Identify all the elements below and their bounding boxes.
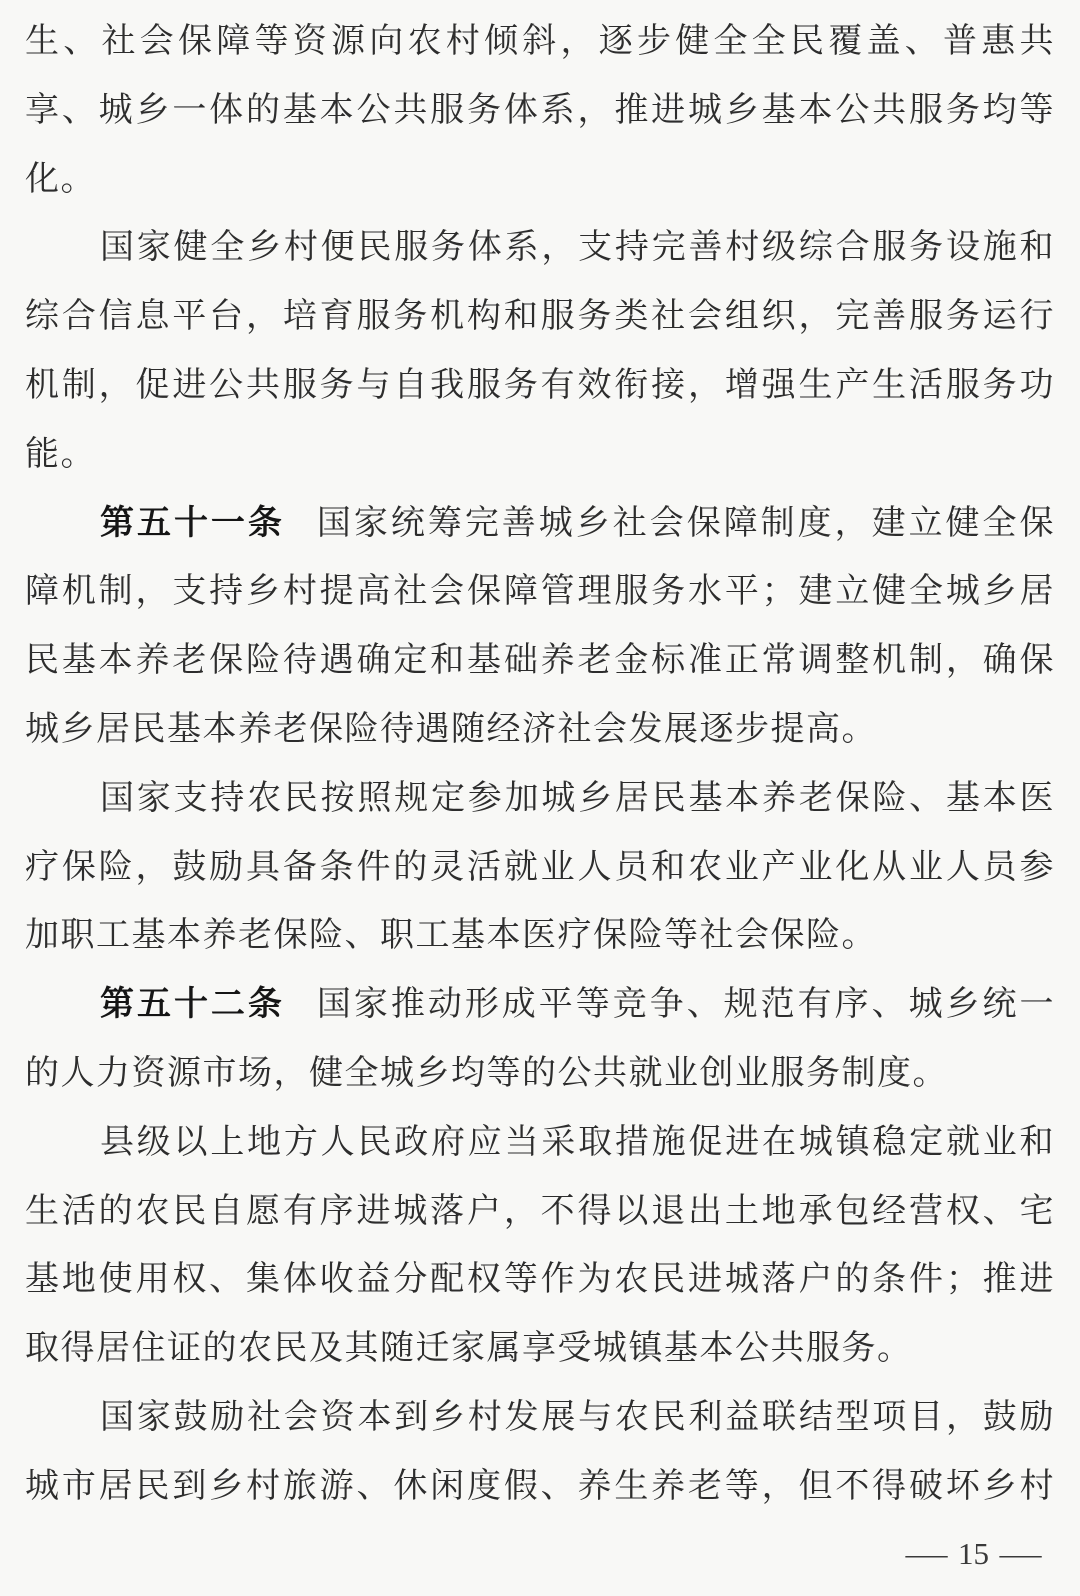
line-text: 国家统筹完善城乡社会保障制度，建立健全保 [316,504,1056,542]
text-line [25,490,1055,559]
text-line [25,1384,1055,1453]
line-text: 机制，促进公共服务与自我服务有效衔接，增强生产生活服务功 [25,366,1055,404]
text-line [25,696,1055,765]
text-line [25,214,1055,283]
line-text: 城市居民到乡村旅游、休闲度假、养生养老等，但不得破坏乡村 [25,1467,1055,1505]
line-text: 综合信息平台，培育服务机构和服务类社会组织，完善服务运行 [25,298,1055,336]
document-body [25,8,1055,1522]
text-line [25,765,1055,834]
text-line [25,627,1055,696]
text-line [25,283,1055,352]
line-text: 加职工基本养老保险、职工基本医疗保险等社会保险。 [25,917,877,955]
line-text: 国家支持农民按照规定参加城乡居民基本养老保险、基本医 [100,779,1055,817]
text-line [25,146,1055,215]
line-text: 疗保险，鼓励具备条件的灵活就业人员和农业产业化从业人员参 [25,848,1055,886]
line-text: 享、城乡一体的基本公共服务体系，推进城乡基本公共服务均等 [25,91,1055,129]
text-line [25,971,1055,1040]
line-text: 的人力资源市场，健全城乡均等的公共就业创业服务制度。 [25,1054,948,1092]
text-line [25,558,1055,627]
line-text: 民基本养老保险待遇确定和基础养老金标准正常调整机制，确保 [25,642,1055,680]
text-line [25,902,1055,971]
text-line [25,1040,1055,1109]
text-line [25,421,1055,490]
text-line [25,834,1055,903]
line-text: 化。 [25,160,96,198]
text-line [25,1315,1055,1384]
text-line [25,1246,1055,1315]
article-number-heading: 第五十二条 [100,986,285,1024]
page-number-value: 15 [958,1536,989,1571]
text-line [25,1453,1055,1522]
line-text: 取得居住证的农民及其随迁家属享受城镇基本公共服务。 [25,1330,913,1368]
line-text: 生活的农民自愿有序进城落户，不得以退出土地承包经营权、宅 [25,1192,1055,1230]
page-number [905,1536,1042,1572]
line-text: 国家健全乡村便民服务体系，支持完善村级综合服务设施和 [100,229,1055,267]
page-number-dash-left: — [905,1536,948,1571]
page-number-dash-right: — [999,1536,1042,1571]
line-text: 障机制，支持乡村提高社会保障管理服务水平；建立健全城乡居 [25,573,1055,611]
line-text: 生、社会保障等资源向农村倾斜，逐步健全全民覆盖、普惠共 [25,23,1055,60]
line-text: 能。 [25,435,96,473]
line-text: 县级以上地方人民政府应当采取措施促进在城镇稳定就业和 [100,1123,1055,1161]
line-text: 国家推动形成平等竞争、规范有序、城乡统一 [316,986,1056,1024]
line-text: 基地使用权、集体收益分配权等作为农民进城落户的条件；推进 [25,1261,1055,1299]
text-line [25,352,1055,421]
article-number-heading: 第五十一条 [100,504,285,542]
text-line [25,8,1055,77]
text-line [25,77,1055,146]
text-line [25,1109,1055,1178]
line-text: 城乡居民基本养老保险待遇随经济社会发展逐步提高。 [25,710,877,748]
line-text: 国家鼓励社会资本到乡村发展与农民利益联结型项目，鼓励 [100,1398,1055,1436]
text-line [25,1178,1055,1247]
